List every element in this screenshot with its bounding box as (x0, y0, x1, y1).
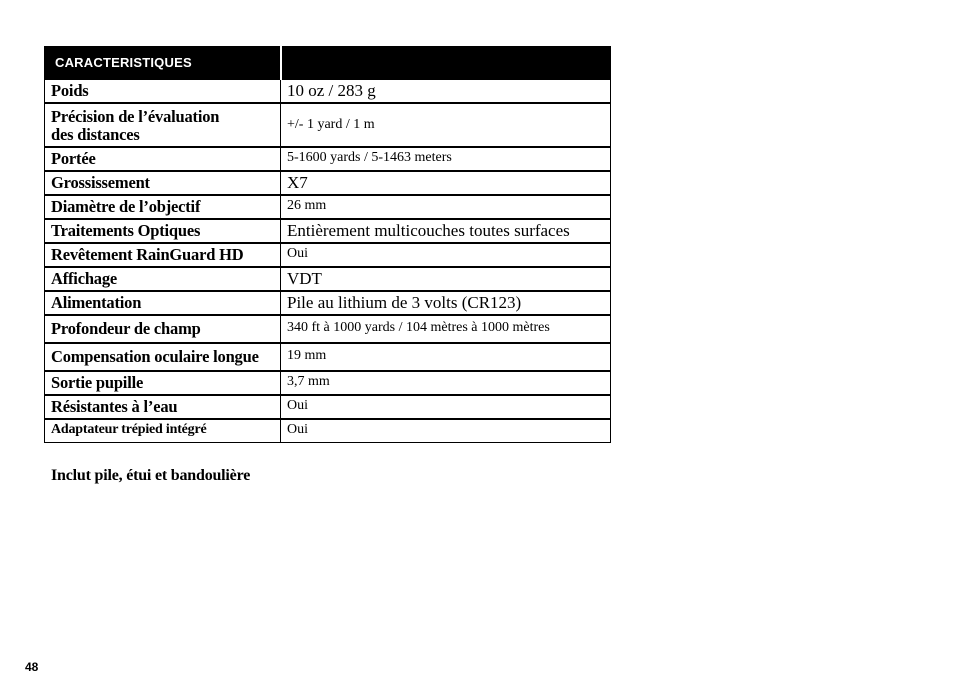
spec-label: Sortie pupille (45, 371, 281, 395)
table-row (45, 79, 611, 103)
table-header-row (45, 47, 611, 79)
spec-label: Alimentation (45, 291, 281, 315)
table-row (45, 343, 611, 371)
spec-label: Traitements Optiques (45, 219, 281, 243)
table-row (45, 147, 611, 171)
spec-label: Poids (45, 79, 281, 103)
spec-value: X7 (281, 171, 611, 195)
spec-label: Diamètre de l’objectif (45, 195, 281, 219)
table-header-blank (281, 47, 611, 79)
table-row (45, 267, 611, 291)
page-number: 48 (25, 660, 39, 674)
specifications-table (44, 46, 611, 443)
table-row (45, 315, 611, 343)
spec-value: 26 mm (281, 195, 611, 219)
footnote: Inclut pile, étui et bandoulière (51, 467, 251, 484)
table-row (45, 371, 611, 395)
spec-label: Affichage (45, 267, 281, 291)
spec-label: Résistantes à l’eau (45, 395, 281, 419)
spec-label: Adaptateur trépied intégré (45, 419, 281, 443)
table-row (45, 243, 611, 267)
spec-label: Portée (45, 147, 281, 171)
table-row (45, 395, 611, 419)
spec-value: 340 ft à 1000 yards / 104 mètres à 1000 mètres (281, 315, 611, 343)
table-row (45, 171, 611, 195)
spec-label: Profondeur de champ (45, 315, 281, 343)
spec-label: Revêtement RainGuard HD (45, 243, 281, 267)
spec-value: Oui (281, 243, 611, 267)
table-header-title: CARACTERISTIQUES (45, 47, 281, 79)
spec-value: VDT (281, 267, 611, 291)
spec-value: Oui (281, 395, 611, 419)
spec-value: Pile au lithium de 3 volts (CR123) (281, 291, 611, 315)
spec-label: Grossissement (45, 171, 281, 195)
spec-value: 5-1600 yards / 5-1463 meters (281, 147, 611, 171)
spec-value: 19 mm (281, 343, 611, 371)
spec-value: Oui (281, 419, 611, 443)
table-row (45, 195, 611, 219)
spec-value: 10 oz / 283 g (281, 79, 611, 103)
spec-label: Précision de l’évaluation des distances (45, 103, 281, 147)
table-row (45, 103, 611, 147)
spec-value: +/- 1 yard / 1 m (281, 103, 611, 147)
spec-value: 3,7 mm (281, 371, 611, 395)
table-row (45, 219, 611, 243)
table-row (45, 291, 611, 315)
table-row (45, 419, 611, 443)
spec-label: Compensation oculaire longue (45, 343, 281, 371)
spec-value: Entièrement multicouches toutes surfaces (281, 219, 611, 243)
